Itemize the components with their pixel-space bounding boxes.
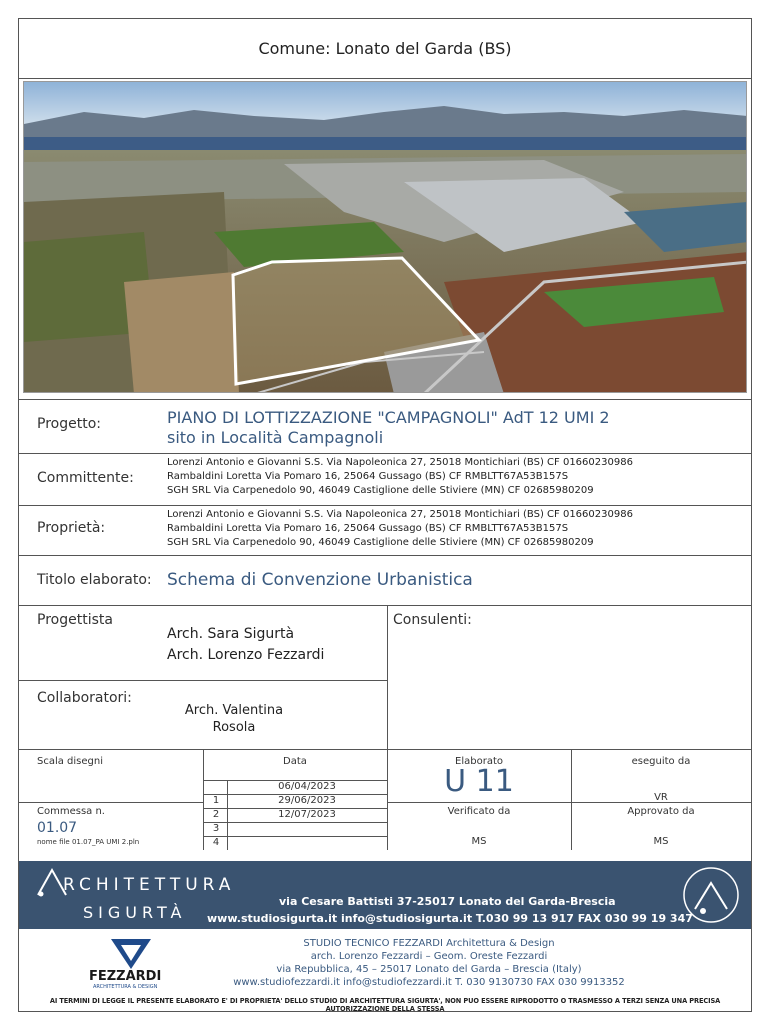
eseguito-value: VR xyxy=(654,792,668,803)
nome-file: nome file 01.07_PA UMI 2.pln xyxy=(37,838,140,846)
approvato-value: MS xyxy=(653,836,669,847)
approvato-label: Approvato da xyxy=(627,806,695,817)
revision-num: 2 xyxy=(212,809,220,820)
committente-line: Lorenzi Antonio e Giovanni S.S. Via Napoleonica 27, 25018 Montichiari (BS) CF 01660230986 xyxy=(167,457,633,468)
committente-label: Committente: xyxy=(37,470,134,486)
verificato-label: Verificato da xyxy=(447,806,511,817)
progetto-line2: sito in Località Campagnoli xyxy=(167,428,384,447)
revision-num: 1 xyxy=(212,795,220,806)
eseguito-label: eseguito da xyxy=(631,756,691,767)
titolo-value: Schema di Convenzione Urbanistica xyxy=(167,570,473,590)
collaboratori-name: Rosola xyxy=(212,720,256,735)
scala-label: Scala disegni xyxy=(37,756,104,767)
progetto-label: Progetto: xyxy=(37,416,101,432)
committente-line: SGH SRL Via Carpenedolo 90, 46049 Castiglione delle Stiviere (MN) CF 02685980209 xyxy=(167,485,594,496)
sigurta-name1: RCHITETTURA xyxy=(63,875,236,895)
proprieta-line: SGH SRL Via Carpenedolo 90, 46049 Castiglione delle Stiviere (MN) CF 02685980209 xyxy=(167,537,594,548)
designers-row xyxy=(19,605,751,749)
commessa-value: 01.07 xyxy=(37,820,78,836)
progetto-line1: PIANO DI LOTTIZZAZIONE "CAMPAGNOLI" AdT 12 UMI 2 xyxy=(167,408,610,427)
aerial-photo xyxy=(23,81,747,393)
sigurta-address: via Cesare Battisti 37-25017 Lonato del Garda-Brescia xyxy=(279,895,616,908)
fezzardi-logo-sub: ARCHITETTURA & DESIGN xyxy=(93,984,158,990)
fezzardi-line: www.studiofezzardi.it info@studiofezzardi.it T. 030 9130730 FAX 030 9913352 xyxy=(233,977,625,988)
titolo-row xyxy=(19,555,751,605)
proprieta-line: Rambaldini Loretta Via Pomaro 16, 25064 Gussago (BS) CF RMBLTT67A53B157S xyxy=(167,523,569,534)
revision-num: 4 xyxy=(212,837,220,848)
consulenti-label: Consulenti: xyxy=(393,612,472,628)
revision-num: 3 xyxy=(212,823,220,834)
elaborato-label: Elaborato xyxy=(455,756,503,767)
studio-sigurta-banner xyxy=(19,861,751,929)
progettista-name: Arch. Sara Sigurtà xyxy=(167,626,295,642)
collaboratori-label: Collaboratori: xyxy=(37,690,132,706)
elaborato-value: U 11 xyxy=(444,764,514,799)
sigurta-contacts: www.studiosigurta.it info@studiosigurta.it T.030 99 13 917 FAX 030 99 19 347 xyxy=(207,912,693,925)
disclaimer: AI TERMINI DI LEGGE IL PRESENTE ELABORATO E' DI PROPRIETA' DELLO STUDIO DI ARCHITETTURA SIGURTA', NON PUO ESSERE RIPRODOTTO O TRASMESSO A TERZI SENZA UNA PRECISA AUTORIZZAZIONE DELLA STESSA xyxy=(49,997,721,1013)
fezzardi-line: via Repubblica, 45 – 25017 Lonato del Garda – Brescia (Italy) xyxy=(276,964,582,975)
data-label: Data xyxy=(283,756,307,767)
revision-date: 12/07/2023 xyxy=(278,809,336,820)
fezzardi-logo-text: FEZZARDI xyxy=(89,969,162,984)
comune-title xyxy=(19,19,751,79)
aerial-photo-illustration xyxy=(24,82,747,393)
progettista-name: Arch. Lorenzo Fezzardi xyxy=(167,647,325,663)
revision-date: 06/04/2023 xyxy=(278,781,336,792)
progettista-label: Progettista xyxy=(37,612,113,628)
fezzardi-line: STUDIO TECNICO FEZZARDI Architettura & Design xyxy=(303,938,555,949)
verificato-value: MS xyxy=(471,836,487,847)
proprieta-row xyxy=(19,505,751,555)
commessa-label: Commessa n. xyxy=(37,806,105,817)
proprieta-label: Proprietà: xyxy=(37,520,106,536)
committente-row xyxy=(19,453,751,505)
fezzardi-line: arch. Lorenzo Fezzardi – Geom. Oreste Fezzardi xyxy=(310,951,548,962)
revision-date: 29/06/2023 xyxy=(278,795,336,806)
sigurta-name2: SIGURTÀ xyxy=(83,903,187,922)
titolo-label: Titolo elaborato: xyxy=(37,572,152,588)
sigurta-round-logo-icon xyxy=(681,865,741,925)
studio-fezzardi xyxy=(19,931,751,999)
progetto-row xyxy=(19,399,751,453)
comune-text: Comune: Lonato del Garda (BS) xyxy=(258,39,512,58)
proprieta-line: Lorenzi Antonio e Giovanni S.S. Via Napoleonica 27, 25018 Montichiari (BS) CF 01660230986 xyxy=(167,509,633,520)
committente-line: Rambaldini Loretta Via Pomaro 16, 25064 Gussago (BS) CF RMBLTT67A53B157S xyxy=(167,471,569,482)
title-block-frame xyxy=(18,18,752,1012)
collaboratori-name: Arch. Valentina xyxy=(184,703,284,718)
fezzardi-logo-icon xyxy=(107,937,155,971)
info-table xyxy=(19,749,751,849)
